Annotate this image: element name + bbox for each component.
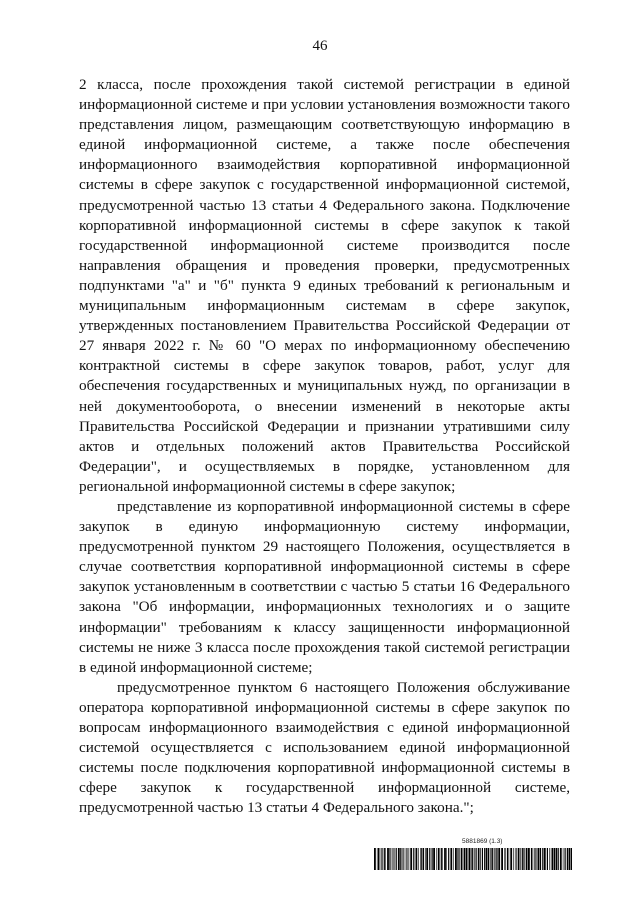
paragraph-3: предусмотренное пунктом 6 настоящего Положения обслуживание оператора корпоративной информационной системы в сфере закупок по вопросам информационного взаимодействия с единой информационной системой осуществляется с использованием единой информационной системы после подключения корпоративной информационной системы в сфере закупок к государственной информационной системе, предусмотренной частью 13 статьи 4 Федерального закона."; bbox=[79, 678, 570, 817]
barcode-code: 5881869 (1.3) bbox=[462, 838, 503, 845]
paragraph-2: представление из корпоративной информационной системы в сфере закупок в единую информационную систему информации, предусмотренной пунктом 29 настоящего Положения, осуществляется в случае соответствия корпоративной информационной системы в сфере закупок установленным в соответствии с частью 5 статьи 16 Федерального закона "Об информации, информационных технологиях и о защите информации" требованиям к классу защищенности информационной системы не ниже 3 класса после прохождения такой системой регистрации в единой информационной системе; bbox=[79, 497, 570, 676]
document-body bbox=[79, 75, 570, 818]
barcode-icon bbox=[374, 848, 574, 870]
paragraph-1: 2 класса, после прохождения такой системой регистрации в единой информационной системе и при условии установления возможности такого представления лицом, размещающим соответствующую информацию в единой информационной системе, а также после обеспечения информационного взаимодействия корпоративной информационной системы в сфере закупок с государственной информационной системой, предусмотренной частью 13 статьи 4 Федерального закона. Подключение корпоративной информационной системы в сфере закупок к такой государственной информационной системе производится после направления обращения и проведения проверки, предусмотренных подпунктами "а" и "б" пункта 9 единых требований к региональным и муниципальным информационным системам в сфере закупок, утвержденных постановлением Правительства Российской Федерации от 27 января 2022 г. № 60 "О мерах по информационному обеспечению контрактной системы в сфере закупок товаров, работ, услуг для обеспечения государственных и муниципальных нужд, по организации в ней документооборота, о внесении изменений в некоторые акты Правительства Российской Федерации и признании утратившими силу актов и отдельных положений актов Правительства Российской Федерации", и осуществляемых в порядке, установленном для региональной информационной системы в сфере закупок; bbox=[79, 76, 570, 495]
page-number: 46 bbox=[312, 38, 328, 54]
